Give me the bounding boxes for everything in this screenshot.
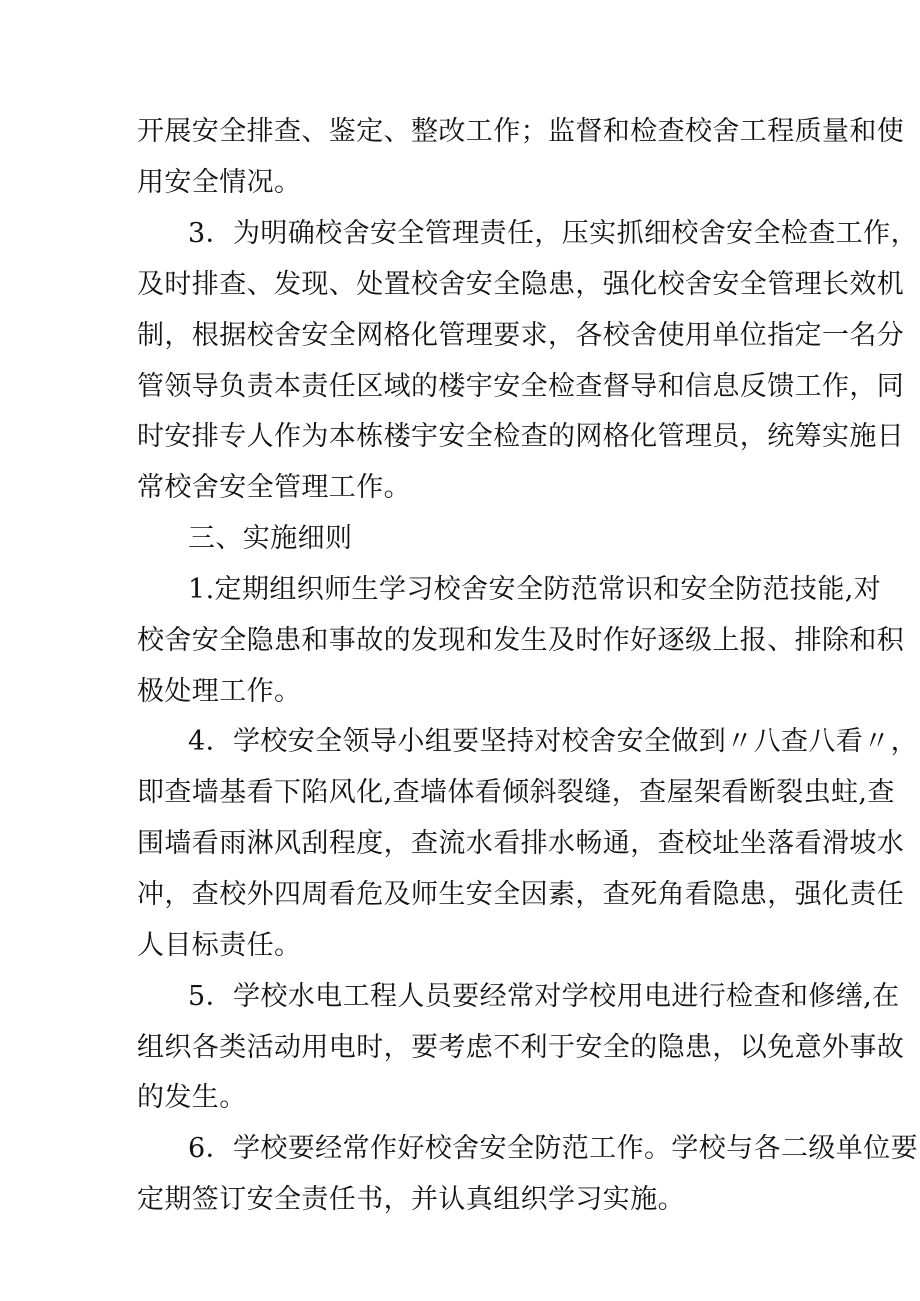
text-line: 6．学校要经常作好校舍安全防范工作。学校与各二级单位要	[188, 1133, 918, 1164]
text-line: 的发生。	[137, 1082, 247, 1113]
text-line: 管领导负责本责任区域的楼宇安全检查督导和信息反馈工作，同	[137, 371, 905, 402]
text-line: 冲，查校外四周看危及师生安全因素，查死角看隐患，强化责任	[137, 879, 905, 910]
text-line: 组织各类活动用电时，要考虑不利于安全的隐患，以免意外事故	[137, 1032, 905, 1063]
text-line: 人目标责任。	[137, 930, 302, 961]
text-line: 时安排专人作为本栋楼宇安全检查的网格化管理员，统筹实施日	[137, 421, 905, 452]
text-line: 极处理工作。	[137, 676, 302, 707]
text-line: 5．学校水电工程人员要经常对学校用电进行检查和修缮,在	[188, 981, 900, 1012]
text-line: 1.定期组织师生学习校舍安全防范常识和安全防范技能,对	[188, 574, 882, 605]
text-line: 即查墙基看下陷风化,查墙体看倾斜裂缝，查屋架看断裂虫蛀,查	[137, 777, 895, 808]
text-line: 3．为明确校舍安全管理责任，压实抓细校舍安全检查工作，	[188, 218, 918, 249]
text-line: 开展安全排查、鉴定、整改工作；监督和检查校舍工程质量和使	[137, 116, 905, 147]
text-line: 常校舍安全管理工作。	[137, 472, 411, 503]
text-line: 用安全情况。	[137, 167, 302, 198]
text-line: 定期签订安全责任书，并认真组织学习实施。	[137, 1184, 685, 1215]
text-line: 4．学校安全领导小组要坚持对校舍安全做到〃八查八看〃，	[188, 726, 918, 757]
text-line: 及时排查、发现、处置校舍安全隐患，强化校舍安全管理长效机	[137, 269, 905, 300]
section-heading: 三、实施细则	[188, 523, 353, 554]
text-line: 校舍安全隐患和事故的发现和发生及时作好逐级上报、排除和积	[137, 625, 905, 656]
text-line: 制，根据校舍安全网格化管理要求，各校舍使用单位指定一名分	[137, 320, 905, 351]
text-line: 围墙看雨淋风刮程度，查流水看排水畅通，查校址坐落看滑坡水	[137, 828, 905, 859]
